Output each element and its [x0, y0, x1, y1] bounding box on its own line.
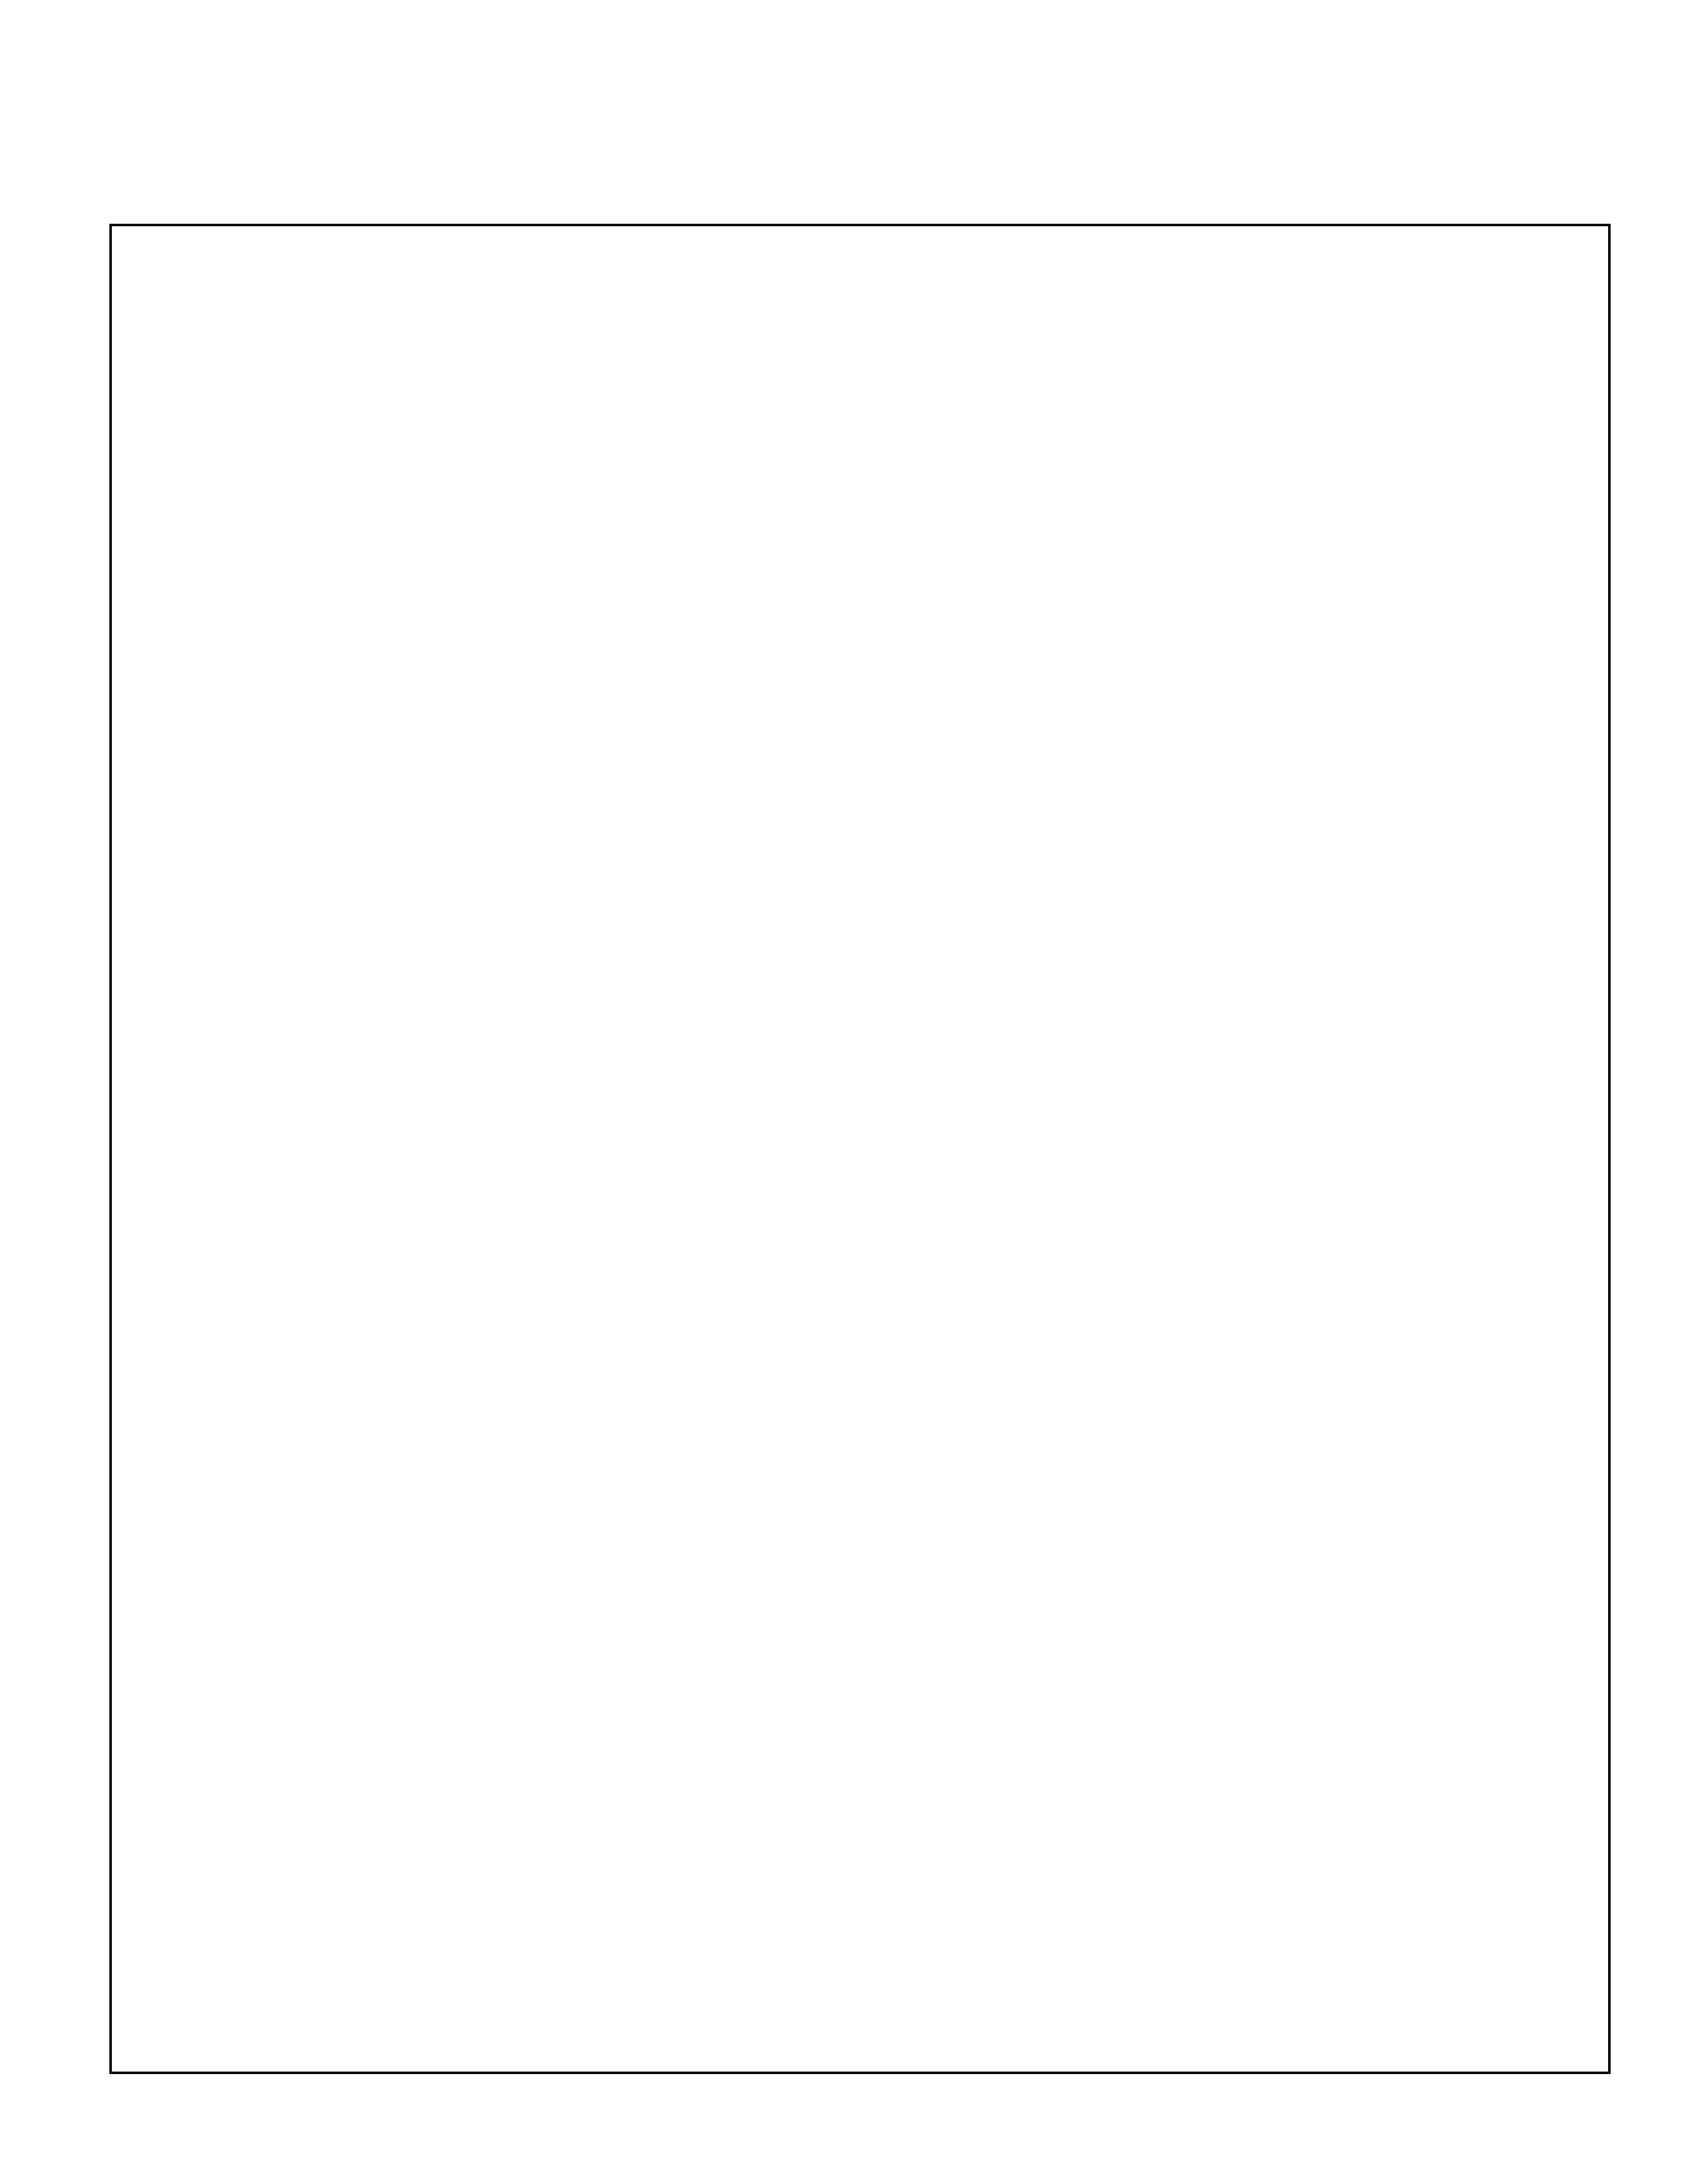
- table-frame: [109, 224, 1611, 2074]
